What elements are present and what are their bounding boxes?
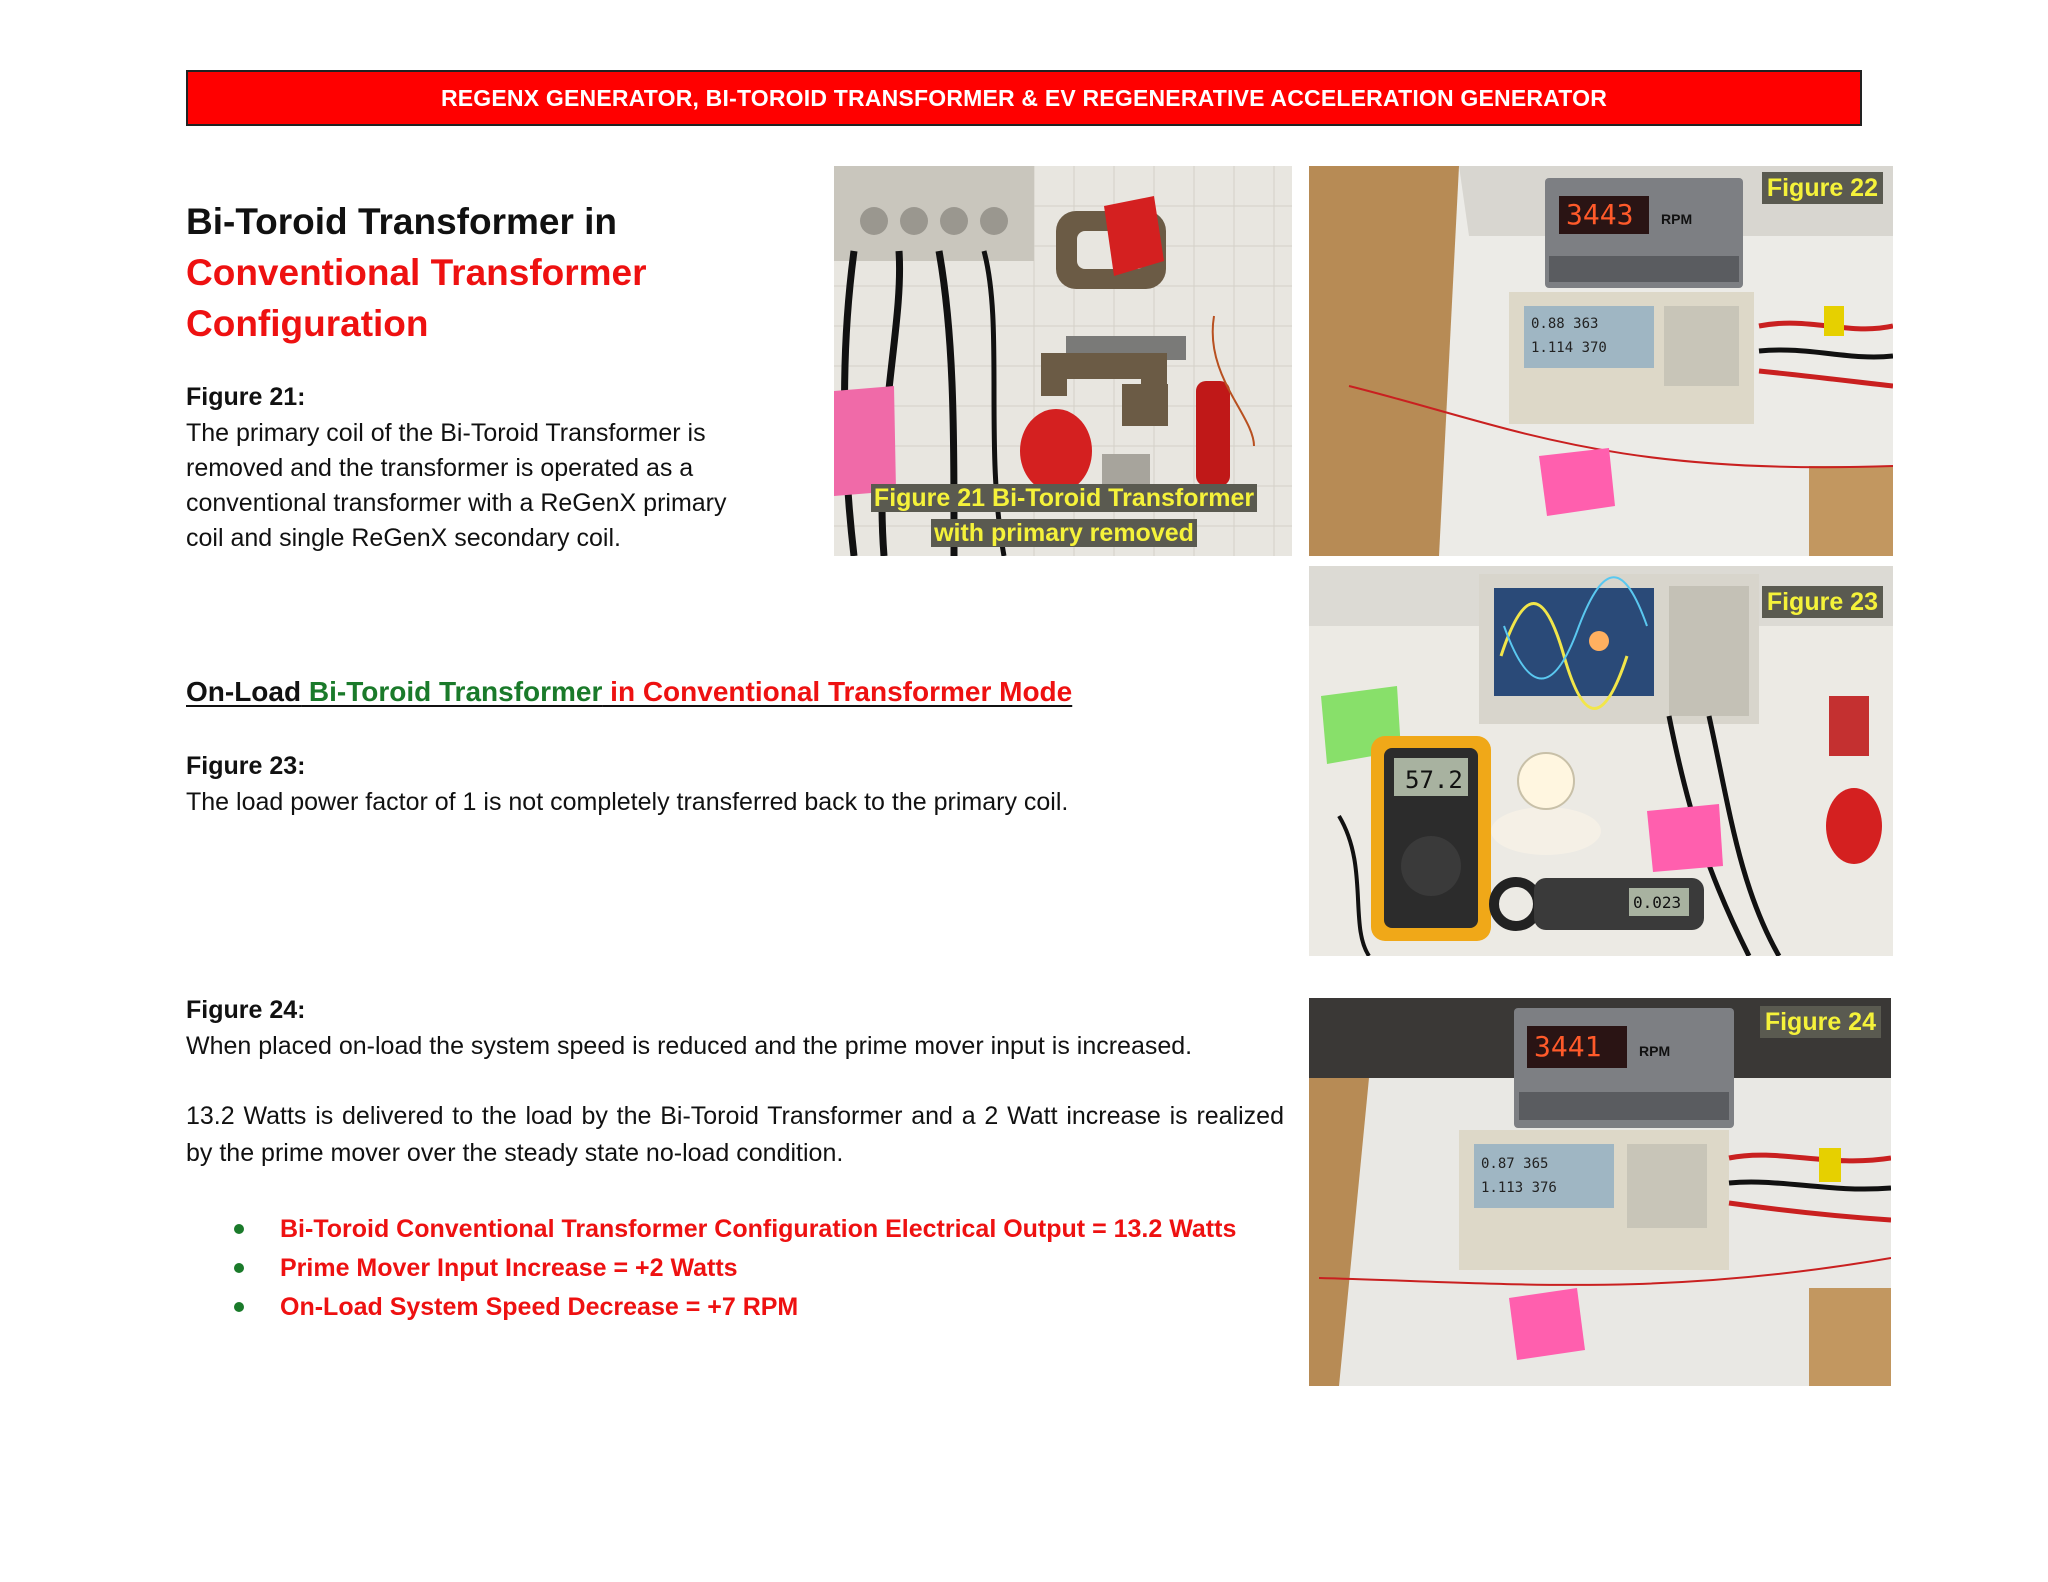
list-item: [186, 1210, 1286, 1249]
figure21-label: Figure 21:: [186, 383, 306, 411]
bullet-icon: [234, 1302, 244, 1312]
figure21-line: The primary coil of the Bi-Toroid Transformer is: [186, 419, 706, 447]
list-item: [186, 1249, 1286, 1288]
section-heading-part1: On-Load: [186, 676, 302, 707]
meter-top-readout: 0.87 365: [1481, 1156, 1549, 1172]
figure23-label: Figure 23:: [186, 752, 306, 780]
section-heading-part3: in Conventional Transformer Mode: [602, 676, 1073, 707]
figure24-label: Figure 24:: [186, 996, 306, 1024]
tachometer-onload-photo-illustration: [1309, 998, 1891, 1386]
figure21-caption-line2: with primary removed: [931, 519, 1197, 547]
clamp-meter-display: 0.023: [1633, 893, 1682, 912]
figure23-tag: Figure 23: [1762, 586, 1883, 618]
figure21-photo: [834, 166, 1292, 556]
figure24-result-paragraph: 13.2 Watts is delivered to the load by the Bi-Toroid Transformer and a 2 Watt increase is realized by the prime mover over the steady state no-load condition.: [186, 1102, 1284, 1167]
meter-bottom-readout: 1.114 370: [1531, 340, 1607, 356]
figure24-description: When placed on-load the system speed is reduced and the prime mover input is increased.: [186, 1032, 1193, 1060]
page-title-line3: Configuration: [186, 303, 429, 344]
figure24-photo: [1309, 998, 1891, 1386]
rpm-label: RPM: [1639, 1043, 1671, 1059]
header-banner: [186, 70, 1862, 126]
figure21-line: coil and single ReGenX secondary coil.: [186, 524, 621, 552]
figure23-photo: [1309, 566, 1893, 956]
tach-display: 3441: [1534, 1030, 1602, 1063]
page-title-line1: Bi-Toroid Transformer in: [186, 201, 618, 242]
figure21-line: conventional transformer with a ReGenX primary: [186, 489, 727, 517]
figure24-tag: Figure 24: [1760, 1006, 1881, 1038]
meter-bottom-readout: 1.113 376: [1481, 1180, 1557, 1196]
meter-top-readout: 0.88 363: [1531, 316, 1599, 332]
tachometer-photo-illustration: [1309, 166, 1893, 556]
page-title-line2: Conventional Transformer: [186, 252, 647, 293]
load-test-photo-illustration: [1309, 566, 1893, 956]
multimeter-display: 57.2: [1405, 766, 1463, 794]
result-text: Prime Mover Input Increase = +2 Watts: [280, 1254, 738, 1282]
tach-display: 3443: [1566, 198, 1634, 231]
result-text: Bi-Toroid Conventional Transformer Configuration Electrical Output = 13.2 Watts: [280, 1215, 1237, 1243]
list-item: [186, 1288, 1286, 1327]
section-heading: [186, 676, 1072, 708]
figure22-tag: Figure 22: [1762, 172, 1883, 204]
figure21-caption: [854, 481, 1274, 551]
bullet-icon: [234, 1224, 244, 1234]
bullet-icon: [234, 1263, 244, 1273]
figure23-description: The load power factor of 1 is not completely transferred back to the primary coil.: [186, 788, 1069, 816]
results-list: [186, 1210, 1286, 1327]
result-text: On-Load System Speed Decrease = +7 RPM: [280, 1293, 799, 1321]
figure22-photo: [1309, 166, 1893, 556]
section-heading-part2: Bi-Toroid Transformer: [301, 676, 603, 707]
figure21-description: [186, 416, 806, 556]
figure21-caption-line1: Figure 21 Bi-Toroid Transformer: [871, 484, 1257, 512]
figure21-line: removed and the transformer is operated as a: [186, 454, 694, 482]
banner-title: REGENX GENERATOR, BI-TOROID TRANSFORMER & EV REGENERATIVE ACCELERATION GENERATOR: [440, 84, 1608, 111]
rpm-label: RPM: [1661, 211, 1693, 227]
